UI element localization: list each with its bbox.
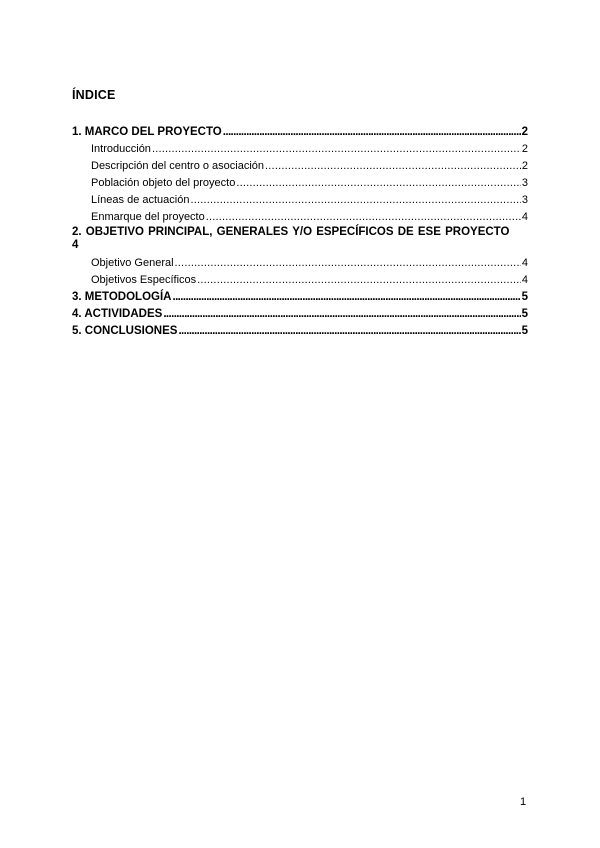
toc-entry-label: 4. ACTIVIDADES (72, 308, 163, 320)
dot-leader (178, 323, 520, 340)
toc-entry-lineas-actuacion[interactable] (72, 192, 528, 209)
page-title: ÍNDICE (72, 88, 116, 102)
toc-entry-conclusiones[interactable] (72, 323, 528, 340)
toc-entry-label: Líneas de actuación (91, 194, 190, 206)
toc-entry-label: Descripción del centro o asociación (91, 160, 265, 172)
toc-entry-label: 3. METODOLOGÍA (72, 291, 172, 303)
toc-entry-metodologia[interactable] (72, 289, 528, 306)
dot-leader (172, 289, 520, 306)
toc-entry-page: 3 (521, 194, 528, 206)
toc-entry-label: Objetivo General (91, 257, 174, 269)
toc-entry-page: 2 (521, 160, 528, 172)
toc-entry-objetivos-especificos[interactable] (72, 272, 528, 289)
toc-entry-page: 2 (521, 143, 528, 155)
table-of-contents (72, 124, 528, 340)
toc-entry-label: 2. OBJETIVO PRINCIPAL, GENERALES Y/O ESPECÍFICOS DE ESE PROYECTO (72, 226, 510, 238)
toc-entry-page: 3 (521, 177, 528, 189)
toc-entry-label: 1. MARCO DEL PROYECTO (72, 126, 222, 138)
toc-entry-label: Introducción (91, 143, 151, 155)
toc-entry-actividades[interactable] (72, 306, 528, 323)
toc-entry-label: Objetivos Específicos (91, 274, 197, 286)
toc-entry-page: 5 (521, 325, 528, 337)
dot-leader (152, 141, 521, 158)
toc-entry-page: 2 (521, 126, 528, 138)
toc-entry-page: 5 (521, 291, 528, 303)
toc-entry-introduccion[interactable] (72, 141, 528, 158)
toc-entry-enmarque-proyecto[interactable] (72, 209, 528, 226)
dot-leader (223, 124, 521, 141)
toc-entry-objetivo-general[interactable] (72, 255, 528, 272)
dot-leader (236, 175, 521, 192)
toc-entry-label: Población objeto del proyecto (91, 177, 236, 189)
toc-entry-page: 4 (521, 257, 528, 269)
toc-entry-page: 4 (72, 239, 79, 251)
dot-leader (265, 158, 521, 175)
toc-entry-page: 4 (521, 274, 528, 286)
toc-entry-page: 4 (521, 211, 528, 223)
dot-leader (206, 209, 521, 226)
toc-entry-label: Enmarque del proyecto (91, 211, 205, 223)
toc-entry-descripcion-centro[interactable] (72, 158, 528, 175)
toc-entry-poblacion-objeto[interactable] (72, 175, 528, 192)
page-number: 1 (520, 796, 527, 808)
dot-leader (175, 255, 521, 272)
toc-entry-marco-del-proyecto[interactable] (72, 124, 528, 141)
dot-leader (197, 272, 521, 289)
toc-entry-objetivo-principal[interactable] (72, 226, 528, 255)
toc-entry-page: 5 (521, 308, 528, 320)
dot-leader (163, 306, 520, 323)
toc-entry-label: 5. CONCLUSIONES (72, 325, 178, 337)
dot-leader (190, 192, 520, 209)
